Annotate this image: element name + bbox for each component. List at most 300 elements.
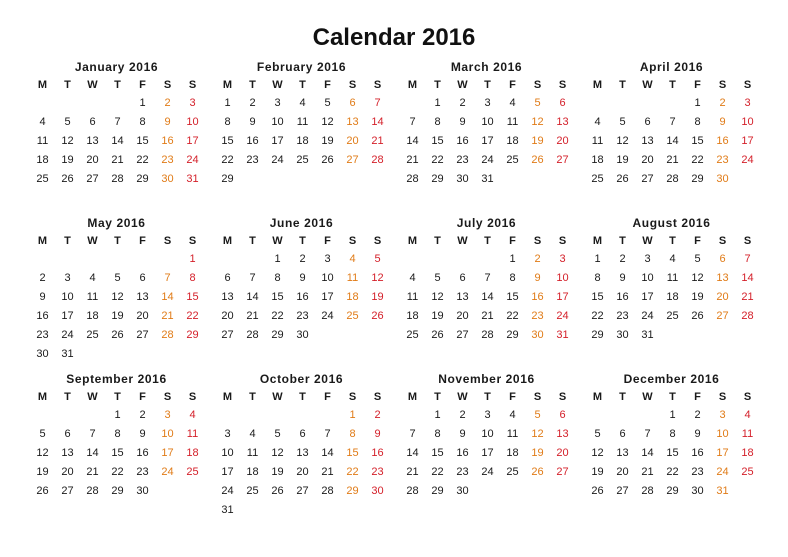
month-block (28, 58, 205, 214)
day-cell: 7 (644, 428, 651, 440)
day-cell: 23 (371, 466, 384, 478)
weekday-header: S (188, 391, 197, 403)
day-cell: 22 (136, 154, 149, 166)
day-cell: 23 (531, 310, 544, 322)
day-cell: 21 (86, 466, 99, 478)
weekday-header: M (407, 391, 418, 403)
day-cell: 2 (299, 253, 306, 265)
day-cell: 23 (616, 310, 629, 322)
day-cell: 26 (531, 466, 544, 478)
weekday-header: W (642, 391, 653, 403)
month-block (583, 58, 760, 214)
day-cell: 24 (716, 466, 729, 478)
day-cell: 20 (221, 310, 234, 322)
day-cell: 18 (246, 466, 259, 478)
weekday-header: M (37, 235, 48, 247)
day-cell: 22 (506, 310, 519, 322)
day-cell: 5 (274, 428, 281, 440)
weekday-header: S (558, 79, 567, 91)
day-cell: 12 (691, 272, 704, 284)
day-cell: 23 (296, 310, 309, 322)
day-cell: 18 (406, 310, 419, 322)
weekday-header: T (114, 391, 121, 403)
month-block (213, 58, 390, 214)
day-cell: 13 (221, 291, 234, 303)
day-cell: 15 (666, 447, 679, 459)
day-cell: 5 (324, 97, 331, 109)
weekday-header: T (64, 79, 71, 91)
day-cell: 15 (591, 291, 604, 303)
weekday-header: F (694, 391, 701, 403)
day-cell: 16 (456, 135, 469, 147)
weekday-header: F (139, 235, 146, 247)
day-cell: 19 (371, 291, 384, 303)
day-cell: 8 (594, 272, 601, 284)
weekday-header: T (619, 391, 626, 403)
day-grid (30, 232, 205, 364)
day-cell: 11 (246, 447, 259, 459)
day-cell: 9 (299, 272, 306, 284)
day-cell: 3 (164, 409, 171, 421)
day-cell: 16 (296, 291, 309, 303)
day-cell: 11 (36, 135, 49, 147)
day-cell: 24 (161, 466, 174, 478)
day-cell: 14 (161, 291, 174, 303)
months-grid (28, 58, 760, 526)
day-cell: 28 (111, 173, 124, 185)
day-cell: 4 (744, 409, 751, 421)
day-cell: 13 (296, 447, 309, 459)
day-cell: 21 (321, 466, 334, 478)
day-cell: 7 (409, 116, 416, 128)
day-cell: 27 (346, 154, 359, 166)
weekday-header: S (533, 391, 542, 403)
weekday-header: S (533, 79, 542, 91)
day-cell: 4 (409, 272, 416, 284)
day-cell: 17 (481, 135, 494, 147)
day-cell: 25 (741, 466, 754, 478)
day-cell: 17 (321, 291, 334, 303)
day-cell: 30 (371, 485, 384, 497)
day-cell: 26 (371, 310, 384, 322)
day-cell: 7 (669, 116, 676, 128)
day-cell: 1 (114, 409, 121, 421)
day-cell: 16 (371, 447, 384, 459)
day-cell: 14 (246, 291, 259, 303)
day-cell: 10 (481, 428, 494, 440)
day-cell: 18 (591, 154, 604, 166)
day-cell: 15 (186, 291, 199, 303)
weekday-header: T (484, 79, 491, 91)
weekday-header: T (669, 391, 676, 403)
day-cell: 15 (431, 447, 444, 459)
day-cell: 14 (371, 116, 384, 128)
day-cell: 16 (36, 310, 49, 322)
day-cell: 13 (716, 272, 729, 284)
day-cell: 12 (111, 291, 124, 303)
weekday-header: M (407, 79, 418, 91)
day-cell: 25 (406, 329, 419, 341)
day-cell: 9 (459, 116, 466, 128)
day-cell: 11 (406, 291, 419, 303)
weekday-header: T (64, 235, 71, 247)
day-cell: 26 (61, 173, 74, 185)
day-cell: 27 (556, 466, 569, 478)
month-block (583, 214, 760, 370)
day-cell: 31 (641, 329, 654, 341)
day-cell: 21 (406, 466, 419, 478)
weekday-header: F (324, 391, 331, 403)
weekday-header: W (272, 79, 283, 91)
day-cell: 28 (481, 329, 494, 341)
day-cell: 17 (556, 291, 569, 303)
day-cell: 21 (741, 291, 754, 303)
day-cell: 5 (594, 428, 601, 440)
day-cell: 29 (186, 329, 199, 341)
day-cell: 21 (666, 154, 679, 166)
day-cell: 21 (371, 135, 384, 147)
weekday-header: M (222, 391, 233, 403)
day-cell: 27 (296, 485, 309, 497)
day-grid (215, 388, 390, 520)
day-cell: 15 (691, 135, 704, 147)
day-cell: 5 (64, 116, 71, 128)
weekday-header: S (743, 235, 752, 247)
day-cell: 12 (321, 116, 334, 128)
weekday-header: F (509, 391, 516, 403)
day-cell: 19 (691, 291, 704, 303)
day-cell: 4 (39, 116, 46, 128)
day-cell: 5 (374, 253, 381, 265)
day-cell: 7 (409, 428, 416, 440)
weekday-header: T (434, 391, 441, 403)
weekday-header: T (249, 235, 256, 247)
day-cell: 28 (406, 173, 419, 185)
day-cell: 1 (594, 253, 601, 265)
day-cell: 26 (616, 173, 629, 185)
day-cell: 25 (36, 173, 49, 185)
day-cell: 22 (591, 310, 604, 322)
day-cell: 14 (321, 447, 334, 459)
day-cell: 22 (186, 310, 199, 322)
day-cell: 8 (189, 272, 196, 284)
day-cell: 21 (111, 154, 124, 166)
day-grid (400, 232, 575, 345)
month-block (398, 370, 575, 526)
day-cell: 9 (139, 428, 146, 440)
day-cell: 8 (274, 272, 281, 284)
weekday-header: F (509, 235, 516, 247)
day-cell: 15 (221, 135, 234, 147)
weekday-header: F (139, 391, 146, 403)
day-cell: 18 (741, 447, 754, 459)
day-cell: 3 (64, 272, 71, 284)
day-cell: 19 (61, 154, 74, 166)
day-cell: 28 (371, 154, 384, 166)
day-cell: 4 (189, 409, 196, 421)
day-cell: 6 (89, 116, 96, 128)
day-cell: 12 (61, 135, 74, 147)
weekday-header: S (188, 79, 197, 91)
day-cell: 11 (741, 428, 754, 440)
day-cell: 3 (559, 253, 566, 265)
day-cell: 7 (744, 253, 751, 265)
day-cell: 19 (531, 135, 544, 147)
day-cell: 29 (506, 329, 519, 341)
day-cell: 7 (484, 272, 491, 284)
day-cell: 13 (456, 291, 469, 303)
day-grid (215, 232, 390, 345)
month-block (28, 214, 205, 370)
weekday-header: W (457, 79, 468, 91)
day-cell: 24 (61, 329, 74, 341)
day-cell: 2 (694, 409, 701, 421)
day-cell: 30 (36, 348, 49, 360)
day-cell: 25 (506, 154, 519, 166)
day-cell: 7 (89, 428, 96, 440)
day-cell: 26 (271, 485, 284, 497)
weekday-header: S (558, 235, 567, 247)
weekday-header: T (114, 79, 121, 91)
day-cell: 20 (716, 291, 729, 303)
day-cell: 6 (619, 428, 626, 440)
weekday-header: M (592, 79, 603, 91)
day-cell: 12 (271, 447, 284, 459)
weekday-header: F (139, 79, 146, 91)
day-cell: 30 (716, 173, 729, 185)
day-cell: 28 (321, 485, 334, 497)
day-cell: 28 (406, 485, 419, 497)
day-cell: 30 (531, 329, 544, 341)
month-name: January 2016 (74, 60, 159, 74)
day-cell: 30 (691, 485, 704, 497)
day-cell: 19 (591, 466, 604, 478)
day-cell: 8 (669, 428, 676, 440)
day-cell: 16 (456, 447, 469, 459)
day-cell: 3 (719, 409, 726, 421)
day-cell: 22 (111, 466, 124, 478)
day-cell: 27 (641, 173, 654, 185)
day-cell: 6 (224, 272, 231, 284)
weekday-header: T (669, 79, 676, 91)
day-cell: 29 (111, 485, 124, 497)
weekday-header: W (642, 235, 653, 247)
day-cell: 3 (274, 97, 281, 109)
weekday-header: F (324, 79, 331, 91)
day-cell: 20 (641, 154, 654, 166)
weekday-header: S (373, 235, 382, 247)
day-cell: 9 (694, 428, 701, 440)
weekday-header: T (299, 79, 306, 91)
day-cell: 30 (296, 329, 309, 341)
weekday-header: F (694, 79, 701, 91)
weekday-header: M (592, 391, 603, 403)
day-cell: 3 (644, 253, 651, 265)
day-cell: 23 (36, 329, 49, 341)
day-cell: 20 (86, 154, 99, 166)
day-cell: 27 (556, 154, 569, 166)
month-name: March 2016 (450, 60, 523, 74)
weekday-header: M (222, 235, 233, 247)
day-cell: 11 (666, 272, 679, 284)
day-cell: 17 (716, 447, 729, 459)
day-cell: 5 (114, 272, 121, 284)
weekday-header: M (37, 391, 48, 403)
day-cell: 17 (186, 135, 199, 147)
day-cell: 24 (186, 154, 199, 166)
day-cell: 8 (224, 116, 231, 128)
day-cell: 28 (86, 485, 99, 497)
day-cell: 18 (186, 447, 199, 459)
day-cell: 5 (39, 428, 46, 440)
day-cell: 6 (299, 428, 306, 440)
day-cell: 5 (434, 272, 441, 284)
day-cell: 16 (161, 135, 174, 147)
weekday-header: W (272, 235, 283, 247)
day-cell: 12 (36, 447, 49, 459)
day-cell: 31 (556, 329, 569, 341)
day-cell: 8 (434, 116, 441, 128)
month-block (213, 214, 390, 370)
weekday-header: M (407, 235, 418, 247)
month-name: August 2016 (632, 216, 711, 230)
day-cell: 17 (271, 135, 284, 147)
weekday-header: T (484, 235, 491, 247)
day-cell: 7 (374, 97, 381, 109)
day-cell: 15 (346, 447, 359, 459)
weekday-header: S (348, 235, 357, 247)
day-cell: 7 (114, 116, 121, 128)
day-cell: 10 (556, 272, 569, 284)
page-title: Calendar 2016 (312, 24, 476, 51)
day-cell: 26 (321, 154, 334, 166)
day-cell: 15 (136, 135, 149, 147)
day-cell: 24 (481, 466, 494, 478)
weekday-header: T (434, 235, 441, 247)
day-cell: 21 (161, 310, 174, 322)
day-cell: 27 (616, 485, 629, 497)
day-cell: 1 (434, 97, 441, 109)
weekday-header: S (348, 79, 357, 91)
day-cell: 17 (641, 291, 654, 303)
day-cell: 25 (86, 329, 99, 341)
day-cell: 21 (641, 466, 654, 478)
day-cell: 9 (164, 116, 171, 128)
day-cell: 6 (559, 409, 566, 421)
day-cell: 2 (374, 409, 381, 421)
day-cell: 25 (346, 310, 359, 322)
day-cell: 22 (666, 466, 679, 478)
day-cell: 2 (249, 97, 256, 109)
day-cell: 2 (39, 272, 46, 284)
day-cell: 27 (86, 173, 99, 185)
day-cell: 27 (136, 329, 149, 341)
day-cell: 8 (434, 428, 441, 440)
day-cell: 8 (114, 428, 121, 440)
day-cell: 1 (189, 253, 196, 265)
day-cell: 19 (271, 466, 284, 478)
day-cell: 3 (484, 409, 491, 421)
day-cell: 12 (431, 291, 444, 303)
day-cell: 26 (111, 329, 124, 341)
day-cell: 24 (221, 485, 234, 497)
day-cell: 25 (591, 173, 604, 185)
day-grid (585, 76, 760, 189)
day-cell: 9 (374, 428, 381, 440)
day-cell: 23 (456, 154, 469, 166)
day-cell: 4 (509, 409, 516, 421)
day-cell: 8 (694, 116, 701, 128)
day-cell: 2 (534, 253, 541, 265)
day-cell: 5 (694, 253, 701, 265)
day-cell: 28 (741, 310, 754, 322)
weekday-header: F (324, 235, 331, 247)
weekday-header: T (669, 235, 676, 247)
day-cell: 4 (89, 272, 96, 284)
day-cell: 7 (249, 272, 256, 284)
day-cell: 19 (111, 310, 124, 322)
day-cell: 1 (434, 409, 441, 421)
day-cell: 30 (456, 485, 469, 497)
month-name: February 2016 (256, 60, 347, 74)
day-cell: 25 (246, 485, 259, 497)
day-cell: 3 (744, 97, 751, 109)
weekday-header: W (87, 79, 98, 91)
day-cell: 13 (556, 116, 569, 128)
day-cell: 13 (616, 447, 629, 459)
day-cell: 16 (616, 291, 629, 303)
day-cell: 14 (741, 272, 754, 284)
day-cell: 13 (346, 116, 359, 128)
day-cell: 28 (666, 173, 679, 185)
day-cell: 29 (346, 485, 359, 497)
weekday-header: T (299, 391, 306, 403)
month-block (28, 370, 205, 526)
day-cell: 14 (481, 291, 494, 303)
day-cell: 24 (741, 154, 754, 166)
weekday-header: W (87, 391, 98, 403)
day-cell: 4 (669, 253, 676, 265)
weekday-header: M (592, 235, 603, 247)
day-cell: 24 (271, 154, 284, 166)
day-cell: 1 (274, 253, 281, 265)
day-cell: 20 (556, 135, 569, 147)
day-cell: 25 (186, 466, 199, 478)
day-cell: 29 (691, 173, 704, 185)
day-cell: 19 (431, 310, 444, 322)
month-block (398, 214, 575, 370)
day-cell: 7 (324, 428, 331, 440)
day-cell: 25 (296, 154, 309, 166)
day-cell: 31 (186, 173, 199, 185)
day-cell: 30 (616, 329, 629, 341)
day-cell: 2 (459, 97, 466, 109)
day-cell: 26 (691, 310, 704, 322)
day-cell: 3 (189, 97, 196, 109)
day-cell: 5 (534, 409, 541, 421)
day-cell: 24 (481, 154, 494, 166)
day-cell: 13 (61, 447, 74, 459)
day-cell: 26 (531, 154, 544, 166)
day-cell: 27 (456, 329, 469, 341)
weekday-header: S (558, 391, 567, 403)
day-cell: 2 (164, 97, 171, 109)
day-cell: 31 (61, 348, 74, 360)
day-cell: 15 (506, 291, 519, 303)
day-cell: 6 (559, 97, 566, 109)
day-cell: 11 (296, 116, 309, 128)
day-cell: 20 (61, 466, 74, 478)
